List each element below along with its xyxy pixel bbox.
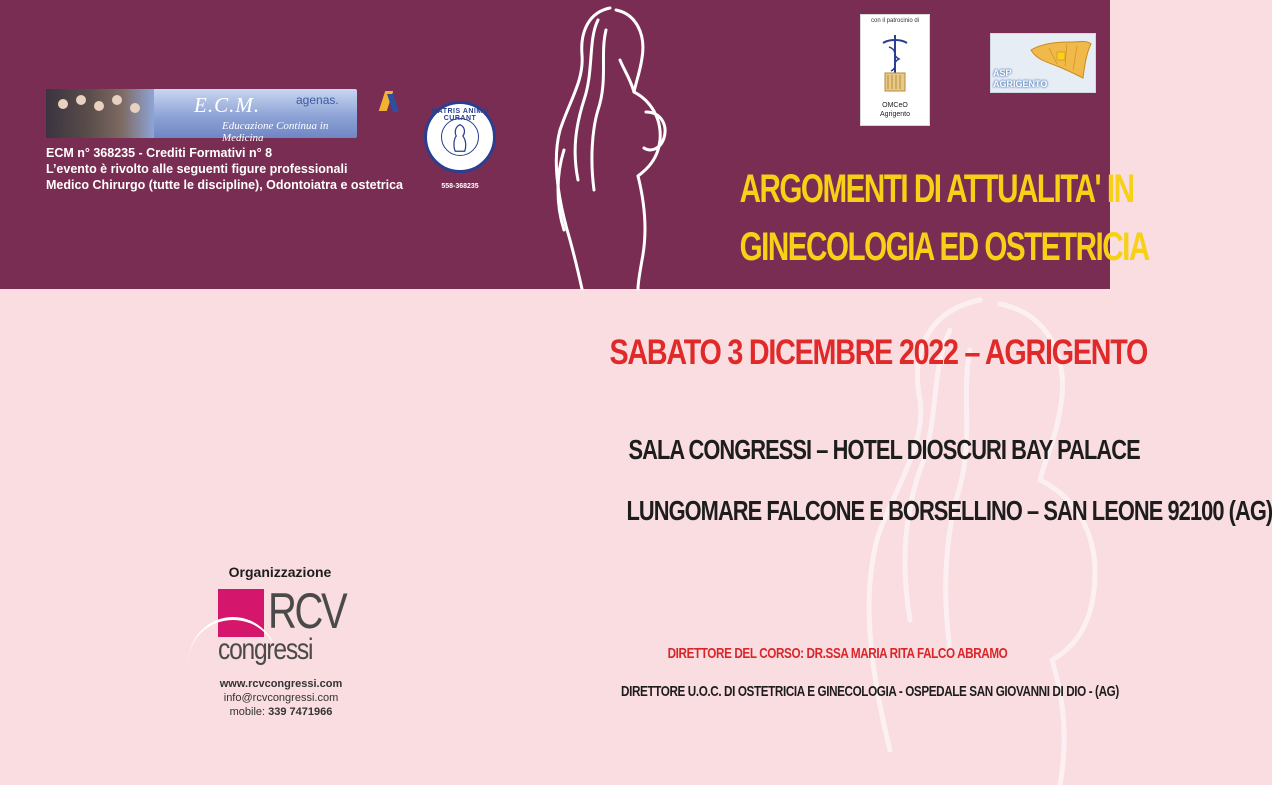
provider-seal-logo bbox=[424, 101, 496, 173]
organizer-email[interactable]: info@rcvcongressi.com bbox=[223, 692, 339, 704]
ecm-audience-line: L’evento è rivolto alle seguenti figure professionali bbox=[46, 162, 348, 176]
caduceus-icon bbox=[879, 33, 911, 95]
seal-code: 558-368235 bbox=[441, 183, 479, 190]
patronage-label: con il patrocinio di bbox=[870, 18, 920, 24]
event-date-place: SABATO 3 DICEMBRE 2022 – AGRIGENTO bbox=[609, 333, 1148, 372]
event-address: LUNGOMARE FALCONE E BORSELLINO – SAN LEONE 92100 (AG) bbox=[626, 495, 1272, 526]
organizer-label: Organizzazione bbox=[228, 564, 332, 580]
rcv-logo-mark-icon bbox=[218, 589, 264, 637]
ecm-credits-line: ECM n° 368235 - Crediti Formativi n° 8 bbox=[46, 146, 273, 160]
rcv-congressi-logo bbox=[218, 583, 346, 666]
omceo-patronage-logo bbox=[860, 14, 930, 126]
mobile-label: mobile: bbox=[229, 706, 269, 718]
ecm-banner-title: E.C.M. bbox=[194, 93, 261, 117]
seal-figure-icon bbox=[441, 118, 479, 156]
course-director-role: DIRETTORE U.O.C. DI OSTETRICIA E GINECOLOGIA - OSPEDALE SAN GIOVANNI DI DIO - (AG) bbox=[621, 683, 1119, 700]
organizer-website[interactable]: www.rcvcongressi.com bbox=[219, 678, 343, 690]
ecm-banner bbox=[46, 89, 357, 144]
asp-agrigento-logo bbox=[990, 33, 1096, 93]
rcv-logo-main: RCV bbox=[268, 583, 346, 639]
event-title-line1: ARGOMENTI DI ATTUALITA' IN bbox=[739, 167, 1134, 211]
mother-child-silhouette-icon bbox=[550, 0, 680, 289]
ecm-banner-subtitle: Educazione Continua in Medicina bbox=[222, 120, 329, 144]
ecm-professions-line: Medico Chirurgo (tutte le discipline), Odontoiatra e ostetrica bbox=[46, 178, 403, 192]
event-title bbox=[739, 160, 1149, 276]
event-venue: SALA CONGRESSI – HOTEL DIOSCURI BAY PALACE bbox=[628, 434, 1140, 465]
seal-motto: MATRIS ANIMO CURANT bbox=[431, 108, 489, 122]
omceo-name-line1: OMCeO bbox=[882, 102, 908, 109]
omceo-name bbox=[861, 101, 929, 119]
ecm-info bbox=[46, 145, 403, 193]
ecm-painting-image bbox=[46, 89, 154, 138]
course-director: DIRETTORE DEL CORSO: DR.SSA MARIA RITA FALCO ABRAMO bbox=[667, 645, 1008, 662]
asp-name bbox=[993, 68, 1047, 90]
omceo-name-line2: Agrigento bbox=[880, 111, 910, 118]
event-title-line2: GINECOLOGIA ED OSTETRICIA bbox=[739, 225, 1149, 269]
rcv-logo-sub: congressi bbox=[218, 633, 313, 666]
mobile-number[interactable]: 339 7471966 bbox=[268, 706, 333, 718]
agenas-brand: agenas. bbox=[296, 93, 339, 107]
asp-line1: ASP bbox=[993, 68, 1012, 78]
organizer-mobile bbox=[196, 705, 366, 719]
organizer-contacts bbox=[196, 677, 366, 719]
asp-line2: AGRIGENTO bbox=[993, 79, 1048, 89]
